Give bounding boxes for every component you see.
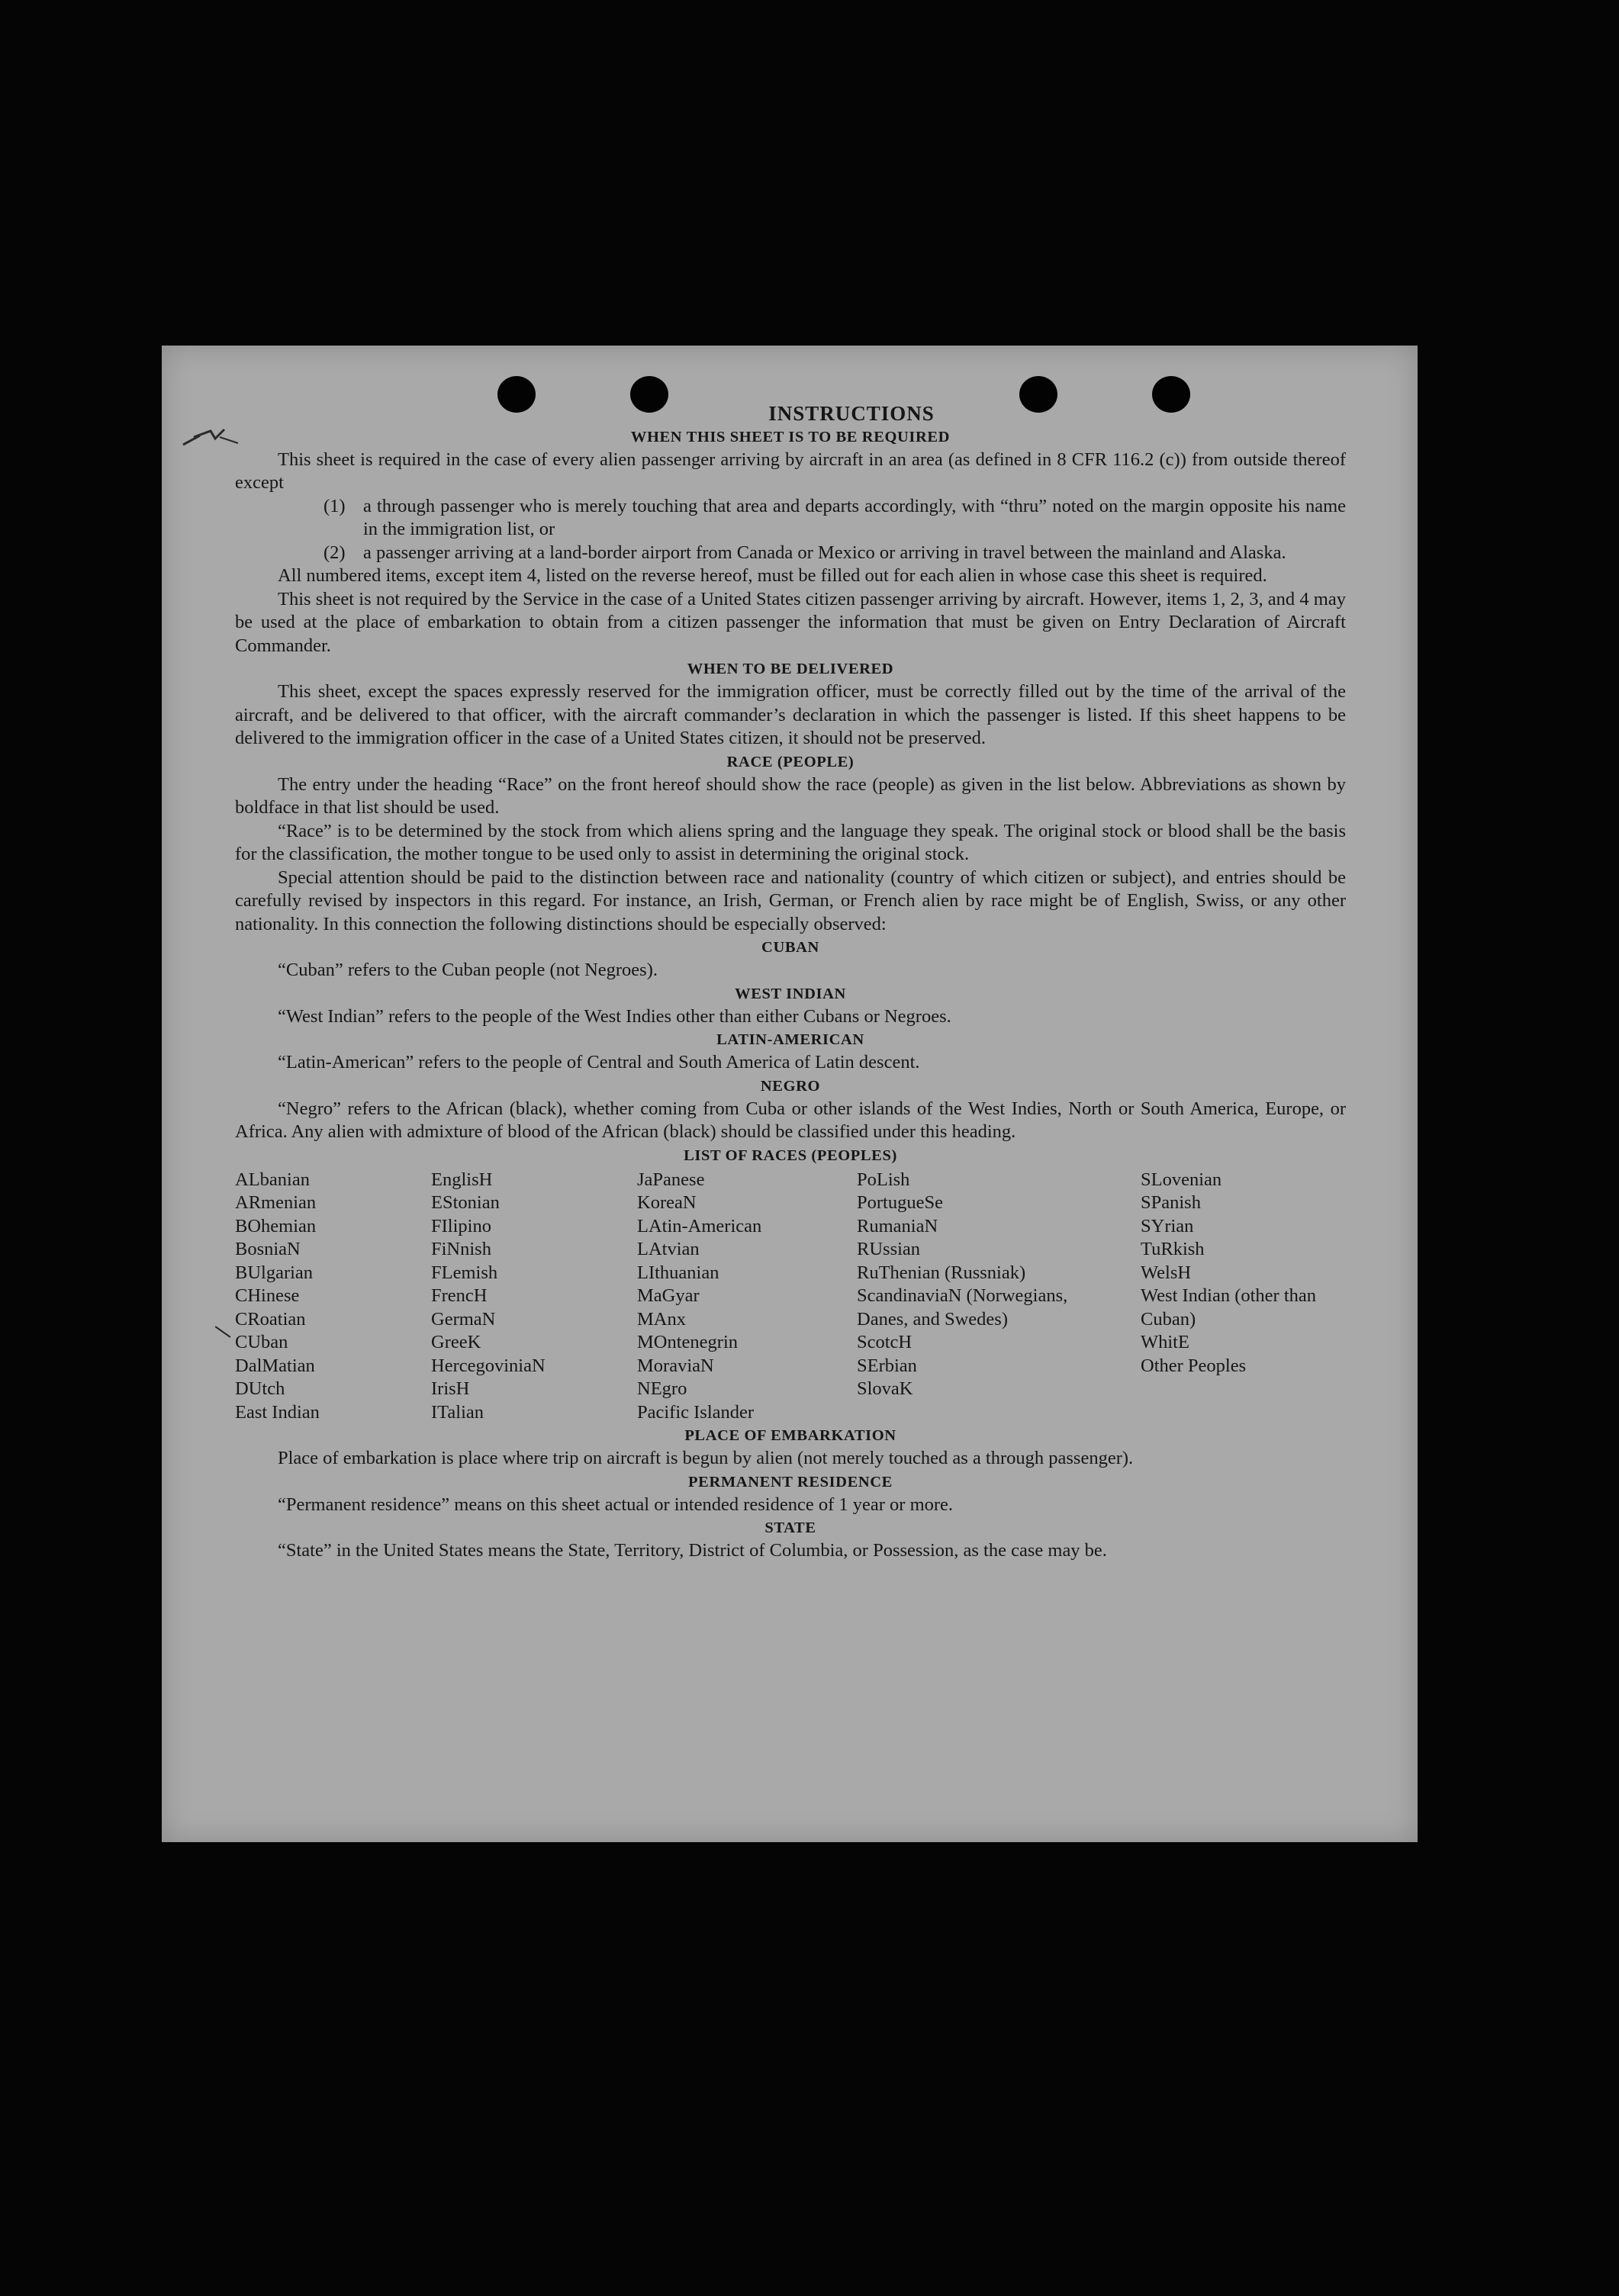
race-entry: JaPanese bbox=[637, 1169, 705, 1190]
paragraph: “Race” is to be determined by the stock from which aliens spring and the language they speak. The original stock or blood shall be the basis for the classification, the mother tongue to be used only to assist in determining the original stock. bbox=[235, 820, 1346, 864]
race-entry: EnglisH bbox=[431, 1169, 493, 1190]
paragraph: “State” in the United States means the State, Territory, District of Columbia, or Possession, as the case may be. bbox=[278, 1540, 1107, 1561]
race-entry: HercegoviniaN bbox=[431, 1355, 546, 1376]
race-column bbox=[431, 1169, 637, 1425]
race-entry: Other Peoples bbox=[1141, 1355, 1247, 1376]
race-entry: DalMatian bbox=[235, 1355, 315, 1376]
paragraph: The entry under the heading “Race” on the front hereof should show the race (people) as given in the list below. Abbreviations as shown by boldface in that list should be used. bbox=[235, 773, 1346, 818]
race-entry: ScotcH bbox=[857, 1332, 912, 1352]
race-column bbox=[857, 1169, 1141, 1425]
race-entry: PoLish bbox=[857, 1169, 910, 1190]
race-list bbox=[235, 1169, 1346, 1425]
section-heading: STATE bbox=[764, 1519, 816, 1536]
race-entry: BUlgarian bbox=[235, 1262, 314, 1283]
race-entry: MAnx bbox=[637, 1308, 686, 1330]
race-entry: SErbian bbox=[857, 1355, 917, 1376]
race-entry: LIthuanian bbox=[637, 1262, 719, 1283]
paragraph: “Cuban” refers to the Cuban people (not Negroes). bbox=[278, 960, 658, 980]
paragraph: “Negro” refers to the African (black), whether coming from Cuba or other islands of the West Indies, North or South America, Europe, or Africa. Any alien with admixture of blood of the African (black) should be classified under this heading. bbox=[235, 1098, 1346, 1142]
race-entry: GermaN bbox=[431, 1308, 496, 1330]
race-entry: FrencH bbox=[431, 1285, 488, 1306]
race-entry: RumaniaN bbox=[857, 1215, 938, 1236]
race-entry: RuThenian (Russniak) bbox=[857, 1262, 1026, 1283]
race-entry: GreeK bbox=[431, 1332, 481, 1352]
page-title: INSTRUCTIONS bbox=[768, 402, 935, 425]
item-number: (2) bbox=[323, 542, 346, 563]
section-heading: LATIN-AMERICAN bbox=[716, 1031, 864, 1048]
race-entry: FLemish bbox=[431, 1262, 498, 1283]
document-sheet bbox=[162, 346, 1418, 1842]
race-entry: BosniaN bbox=[235, 1239, 301, 1259]
section-heading: PERMANENT RESIDENCE bbox=[688, 1473, 893, 1490]
paragraph: This sheet is not required by the Service in the case of a United States citizen passenger arriving by aircraft. However, items 1, 2, 3, and 4 may be used at the place of embarkation to obtain from a citizen passenger the information that must be given on Entry Declaration of Aircraft Commander. bbox=[235, 588, 1346, 656]
race-entry: WhitE bbox=[1141, 1332, 1189, 1352]
section-heading: NEGRO bbox=[760, 1077, 821, 1095]
race-entry: BOhemian bbox=[235, 1215, 317, 1236]
race-column bbox=[1141, 1169, 1339, 1425]
paragraph: “Permanent residence” means on this sheet actual or intended residence of 1 year or more. bbox=[278, 1494, 954, 1515]
section-heading: RACE (PEOPLE) bbox=[726, 753, 855, 770]
race-entry: Pacific Islander bbox=[637, 1401, 755, 1423]
race-entry: SLovenian bbox=[1141, 1169, 1222, 1190]
race-entry: LAtvian bbox=[637, 1239, 700, 1259]
section-heading: CUBAN bbox=[761, 939, 819, 956]
paragraph: Special attention should be paid to the distinction between race and nationality (country of which citizen or subject), and entries should be carefully revised by inspectors in this regard. For instance, an Irish, German, or French alien by race might be of English, Swiss, or any other nationality. In this connection the following distinctions should be especially observed: bbox=[235, 867, 1346, 934]
race-entry: FIlipino bbox=[431, 1215, 491, 1236]
item-text: a passenger arriving at a land-border airport from Canada or Mexico or arriving in travel between the mainland and Alaska. bbox=[363, 542, 1286, 563]
paragraph: Place of embarkation is place where trip on aircraft is begun by alien (not merely touched as a through passenger). bbox=[278, 1448, 1134, 1468]
race-entry: PortugueSe bbox=[857, 1192, 943, 1213]
item-text: a through passenger who is merely touching that area and departs accordingly, with “thru” noted on the margin opposite his name in the immigration list, or bbox=[363, 495, 1346, 539]
race-entry: SYrian bbox=[1141, 1215, 1194, 1236]
race-entry: RUssian bbox=[857, 1239, 921, 1259]
margin-mark bbox=[215, 1326, 231, 1337]
race-entry: WelsH bbox=[1141, 1262, 1192, 1283]
section-heading: WEST INDIAN bbox=[735, 985, 846, 1002]
paragraph: This sheet, except the spaces expressly reserved for the immigration officer, must be correctly filled out by the time of the arrival of the aircraft, and be delivered to that officer, with the aircraft commander’s declaration in which the passenger is listed. If this sheet happens to be delivered to the immigration officer in the case of a United States citizen, it should not be preserved. bbox=[235, 681, 1346, 748]
race-entry: SPanish bbox=[1141, 1192, 1201, 1213]
race-entry: DUtch bbox=[235, 1378, 285, 1399]
race-entry: NEgro bbox=[637, 1378, 687, 1399]
list-item bbox=[323, 542, 1346, 565]
race-entry: CRoatian bbox=[235, 1308, 306, 1330]
race-column bbox=[637, 1169, 857, 1425]
race-entry: FiNnish bbox=[431, 1239, 491, 1259]
paragraph: “West Indian” refers to the people of the West Indies other than either Cubans or Negroes. bbox=[278, 1005, 951, 1027]
section-heading: PLACE OF EMBARKATION bbox=[684, 1427, 896, 1444]
race-entry: MOntenegrin bbox=[637, 1332, 738, 1352]
item-number: (1) bbox=[323, 495, 346, 516]
section-heading: LIST OF RACES (PEOPLES) bbox=[684, 1146, 897, 1164]
section-heading: WHEN THIS SHEET IS TO BE REQUIRED bbox=[630, 428, 951, 445]
race-entry: ScandinaviaN (Norwegians, Danes, and Swedes) bbox=[857, 1285, 1068, 1330]
race-entry: CHinese bbox=[235, 1285, 300, 1306]
race-entry: ARmenian bbox=[235, 1192, 317, 1213]
race-entry: CUban bbox=[235, 1332, 288, 1352]
race-entry: MaGyar bbox=[637, 1285, 700, 1306]
race-entry: MoraviaN bbox=[637, 1355, 714, 1376]
race-entry: TuRkish bbox=[1141, 1239, 1205, 1259]
race-column bbox=[235, 1169, 431, 1425]
race-entry: SlovaK bbox=[857, 1378, 913, 1399]
race-entry: LAtin-American bbox=[637, 1215, 762, 1236]
section-heading: WHEN TO BE DELIVERED bbox=[687, 661, 894, 677]
race-entry: IrisH bbox=[431, 1378, 470, 1399]
race-entry: ITalian bbox=[431, 1401, 484, 1423]
race-entry: East Indian bbox=[235, 1401, 320, 1423]
paragraph: This sheet is required in the case of every alien passenger arriving by aircraft in an area (as defined in 8 CFR 116.2 (c)) from outside thereof except bbox=[235, 449, 1346, 493]
race-entry: KoreaN bbox=[637, 1192, 697, 1213]
list-item bbox=[323, 495, 1346, 542]
paragraph: “Latin-American” refers to the people of Central and South America of Latin descent. bbox=[278, 1052, 920, 1072]
instructions-text bbox=[235, 402, 1346, 1563]
paragraph: All numbered items, except item 4, listed on the reverse hereof, must be filled out for each alien in whose case this sheet is required. bbox=[278, 565, 1267, 586]
race-entry: EStonian bbox=[431, 1192, 500, 1213]
race-entry: ALbanian bbox=[235, 1169, 310, 1190]
race-entry: West Indian (other than Cuban) bbox=[1141, 1285, 1317, 1330]
